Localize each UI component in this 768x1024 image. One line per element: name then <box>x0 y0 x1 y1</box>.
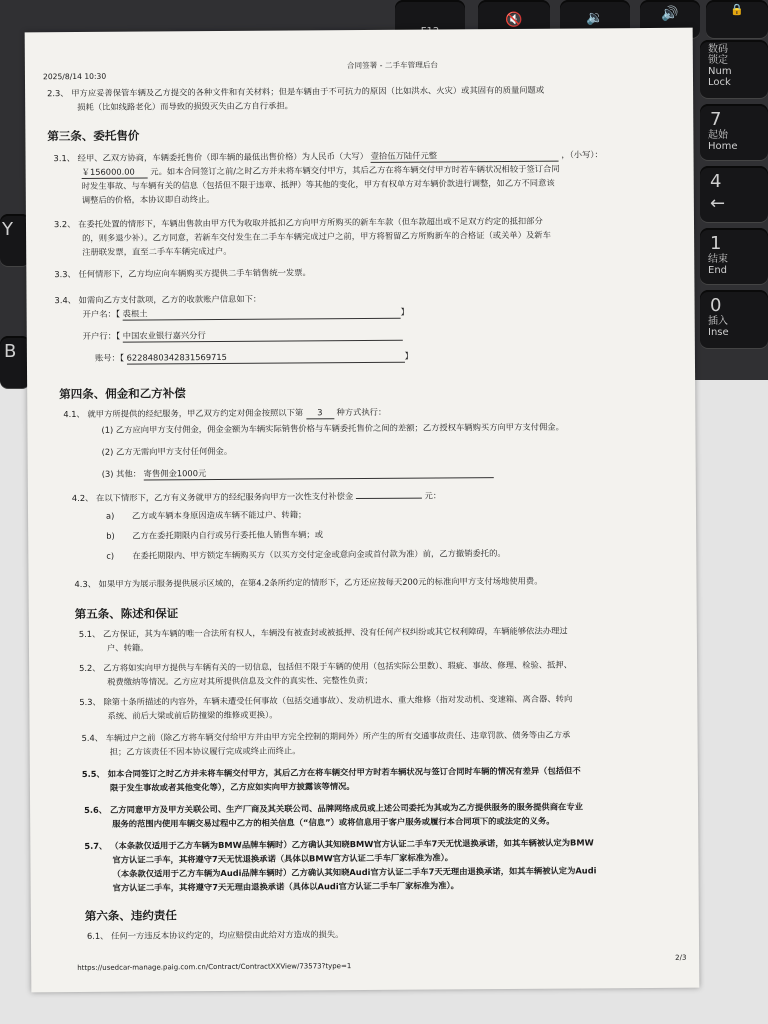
clause-5-1-line2: 户、转籍。 <box>106 642 149 653</box>
clause-5-7-line3: （本条款仅适用于乙方车辆为Audi品牌车辆时）乙方确认其知晓Audi官方认证二手车7天无理由退换承诺，如其车辆被认定为Audi <box>112 865 597 879</box>
clause-5-4-line2: 担；乙方该责任不因本协议履行完成或终止而终止。 <box>109 745 301 757</box>
volume-down-icon: 🔉 <box>586 10 604 26</box>
clause-4-2 <box>72 489 441 504</box>
key-lock <box>706 0 768 38</box>
key-1-sub2: End <box>708 265 728 276</box>
item-c-marker: c) <box>106 550 115 561</box>
item-a-marker: a) <box>105 510 115 521</box>
clause-4-1-text: 4.1、 就甲方所提供的经纪服务，甲乙双方约定对佣金按照以下第 <box>63 407 304 420</box>
numlock-label-4: Lock <box>708 77 731 88</box>
key-7-label: 7 <box>710 109 722 130</box>
clause-5-3-line2: 系统、前后大梁或前后防撞梁的维修或更换）。 <box>107 709 278 721</box>
account-number-value: 6228480342831569715 <box>127 350 405 365</box>
print-title: 合同签署 - 二手车管理后台 <box>346 60 439 71</box>
clause-5-4-line1: 5.4、 车辆过户之前（除乙方将车辆交付给甲方并由甲方完全控制的期间外）所产生的所有交通事故责任、违章罚款、债务等由乙方承 <box>81 729 571 743</box>
account-bank-row <box>83 328 403 343</box>
numlock-label-2: 锁定 <box>708 55 728 66</box>
clause-5-2-line1: 5.2、 乙方将如实向甲方提供与车辆有关的一切信息，包括但不限于车辆的使用（包括实际公里数）、瑕疵、事故、修理、检验、抵押、 <box>79 659 573 673</box>
clause-3-4: 3.4、 如需向乙方支付款项，乙方的收款账户信息如下： <box>54 293 262 306</box>
clause-4-3: 4.3、 如果甲方为展示服务提供展示区域的，在第4.2条所约定的情形下，乙方还应按每天200元的标准向甲方支付场地使用费。 <box>74 575 543 590</box>
key-7-sub1: 起始 <box>708 130 728 141</box>
bracket-right: 】 <box>404 350 413 361</box>
price-lowercase: ￥156000.00 <box>82 165 148 178</box>
bracket-right: 】 <box>400 306 409 317</box>
clause-2-3-line1: 2.3、 甲方应妥善保管车辆及乙方提交的各种文件和有关材料；但是车辆由于不可抗力的原因（比如洪水、火灾）或其固有的质量问题或 <box>47 84 545 99</box>
key-4-label: 4 <box>710 171 722 192</box>
account-bank-value: 中国农业银行嘉兴分行 <box>123 328 403 343</box>
key-numlock <box>700 40 768 98</box>
mute-icon: 🔇 <box>505 12 523 28</box>
clause-3-1-text3: 元。如本合同签订之前/之时乙方并未将车辆交付甲方，其后乙方在将车辆交付甲方时若车辆状况相较于签订合同 <box>150 163 560 177</box>
clause-2-3-line2: 损耗（比如线路老化）而导致的损毁灭失由乙方自行承担。 <box>77 100 293 112</box>
clause-3-1-text: 3.1、 经甲、乙双方协商，车辆委托售价（即车辆的最低出售价格）为人民币（大写） <box>53 150 369 164</box>
key-b <box>0 336 30 388</box>
commission-other-value: 寄售佣金1000元 <box>144 465 494 480</box>
bracket-left: 【 <box>115 330 121 341</box>
clause-4-1-opt3-label: (3) 其他： <box>101 468 142 479</box>
key-1-label: 1 <box>710 233 722 254</box>
key-1 <box>700 228 768 284</box>
clause-4-2-text: 4.2、 在以下情形下，乙方有义务就甲方的经纪服务向甲方一次性支付补偿金 <box>71 491 354 504</box>
key-y-label: Y <box>2 219 13 240</box>
clause-5-1-line1: 5.1、 乙方保证，其为车辆的唯一合法所有权人，车辆没有被查封或被抵押、没有任何产权纠纷或其它权利障碍，车辆能够依法办理过 <box>78 625 568 639</box>
print-date: 2025/8/14 10:30 <box>42 71 107 82</box>
clause-5-5-line1: 5.5、 如本合同签订之时乙方并未将车辆交付甲方，其后乙方在将车辆交付甲方时若车辆状况与签订合同时车辆的情况有差异（包括但不 <box>81 765 581 779</box>
commission-option: 3 <box>306 406 334 419</box>
clause-3-1-line3: 时发生事故、与车辆有关的信息（包括但不限于违章、抵押）等其他的变化，甲方有权单方对车辆价款进行调整，如乙方不同意该 <box>81 177 555 191</box>
clause-5-6-line2: 服务的范围内使用车辆交易过程中乙方的相关信息（“信息”）或将信息用于客户服务或履行本合同项下的或法定的义务。 <box>112 815 555 829</box>
item-b-marker: b) <box>106 530 115 541</box>
item-a-text: 乙方或车辆本身原因造成车辆不能过户、转籍； <box>131 509 307 521</box>
numlock-label-3: Num <box>708 66 732 77</box>
clause-3-2-line3: 注册联发票，直至二手车车辆完成过户。 <box>82 245 232 257</box>
section-3-heading: 第三条、委托售价 <box>47 128 140 144</box>
clause-4-1-opt3 <box>102 465 494 481</box>
clause-5-7-line1: 5.7、 （本条款仅适用于乙方车辆为BMW品牌车辆时）乙方确认其知晓BMW官方认证二手车7天无忧退换承诺，如其车辆被认定为BMW <box>84 837 594 851</box>
clause-5-7-line2: 官方认证二手车，其将遵守7天无忧退换承诺（具体以BMW官方认证二手车厂家标准为准）。 <box>112 852 454 865</box>
section-6-heading: 第六条、违约责任 <box>84 908 177 923</box>
key-0-sub2: Inse <box>708 327 729 338</box>
arrow-left-icon: ← <box>710 193 726 214</box>
clause-4-2-a <box>106 508 306 521</box>
clause-4-1-text2: 种方式执行： <box>336 406 387 418</box>
key-1-sub1: 结束 <box>708 254 728 265</box>
clause-3-2-line2: 的，则多退少补）。乙方同意，若新车交付发生在二手车车辆完成过户之前，甲方将暂留乙方所购新车的合格证（或关单）及新车 <box>82 229 551 243</box>
account-number-row <box>95 350 413 365</box>
item-b-text: 乙方在委托期限内自行或另行委托他人销售车辆；或 <box>132 529 324 541</box>
clause-5-3-line1: 5.3、 除第十条所描述的内容外，车辆未遭受任何事故（包括交通事故）、发动机进水、重大维修（指对发动机、变速箱、离合器、转向 <box>79 693 573 707</box>
bracket-left: 【 <box>119 352 125 363</box>
bracket-left: 【 <box>115 308 121 319</box>
clause-3-3: 3.3、 任何情形下，乙方均应向车辆购买方提供二手车销售统一发票。 <box>54 267 311 280</box>
account-name-value: 裘根土 <box>123 306 401 321</box>
section-5-heading: 第五条、陈述和保证 <box>74 606 179 622</box>
clause-4-2-b <box>106 528 323 542</box>
clause-5-2-line2: 税费缴纳等情况。乙方应对其所提供信息及文件的真实性、完整性负责； <box>107 674 373 687</box>
account-bank-label: 开户行： <box>82 330 117 341</box>
clause-3-1-text2: ，（小写）： <box>561 149 603 160</box>
key-0-sub1: 插入 <box>708 316 728 327</box>
item-c-text: 在委托期限内、甲方锁定车辆购买方（以买方交付定金或意向金或首付款为准）前，乙方撤销委托的。 <box>132 547 506 561</box>
clause-4-1-opt1: (1) 乙方应向甲方支付佣金，佣金金额为车辆实际销售价格与车辆委托售价之间的差额；乙方授权车辆购买方向甲方支付佣金。 <box>101 421 564 435</box>
contract-page <box>25 28 700 993</box>
key-4 <box>700 166 768 222</box>
footer-url: https://usedcar-manage.paig.com.cn/Contract/ContractXXView/73573?type=1 <box>77 962 352 972</box>
key-7 <box>700 104 768 160</box>
clause-5-6-line1: 5.6、 乙方同意甲方及甲方关联公司、生产厂商及其关联公司、品牌网络成员或上述公司委托为其或为乙方提供服务的服务提供商在专业 <box>84 801 583 815</box>
section-4-heading: 第四条、佣金和乙方补偿 <box>59 386 186 402</box>
key-7-sub2: Home <box>708 141 738 152</box>
numlock-label-1: 数码 <box>708 44 728 55</box>
volume-up-icon: 🔊 <box>661 6 679 22</box>
lock-icon: 🔒 <box>730 3 744 16</box>
clause-5-7-line4: 官方认证二手车，其将遵守7天无理由退换承诺（具体以Audi官方认证二手车厂家标准为准）。 <box>112 880 459 893</box>
account-number-label: 账号： <box>94 352 120 363</box>
clause-4-1-opt2: (2) 乙方无需向甲方支付任何佣金。 <box>101 445 233 457</box>
clause-4-2-unit: 元： <box>424 490 442 501</box>
clause-3-2-line1: 3.2、 在委托处置的情形下，车辆出售款由甲方代为收取并抵扣乙方向甲方所购买的新车车款（但车款超出或不足双方约定的抵扣部分 <box>53 215 543 230</box>
key-0-label: 0 <box>710 295 722 316</box>
page-number: 2/3 <box>675 953 687 962</box>
key-0 <box>700 290 768 348</box>
clause-3-1-line4: 调整后的价格，本协议即自动终止。 <box>81 194 215 205</box>
clause-4-1 <box>63 406 386 421</box>
account-name-row <box>83 306 409 321</box>
clause-6-1: 6.1、 任何一方违反本协议约定的，均应赔偿由此给对方造成的损失。 <box>86 929 344 941</box>
price-uppercase: 壹拾伍万陆仟元整 <box>371 149 559 163</box>
clause-4-2-c <box>106 547 505 562</box>
key-b-label: B <box>4 341 17 362</box>
account-name-label: 开户名： <box>82 308 116 319</box>
clause-5-5-line2: 限于发生事故或者其他变化等），乙方应如实向甲方披露该等情况。 <box>109 781 355 793</box>
